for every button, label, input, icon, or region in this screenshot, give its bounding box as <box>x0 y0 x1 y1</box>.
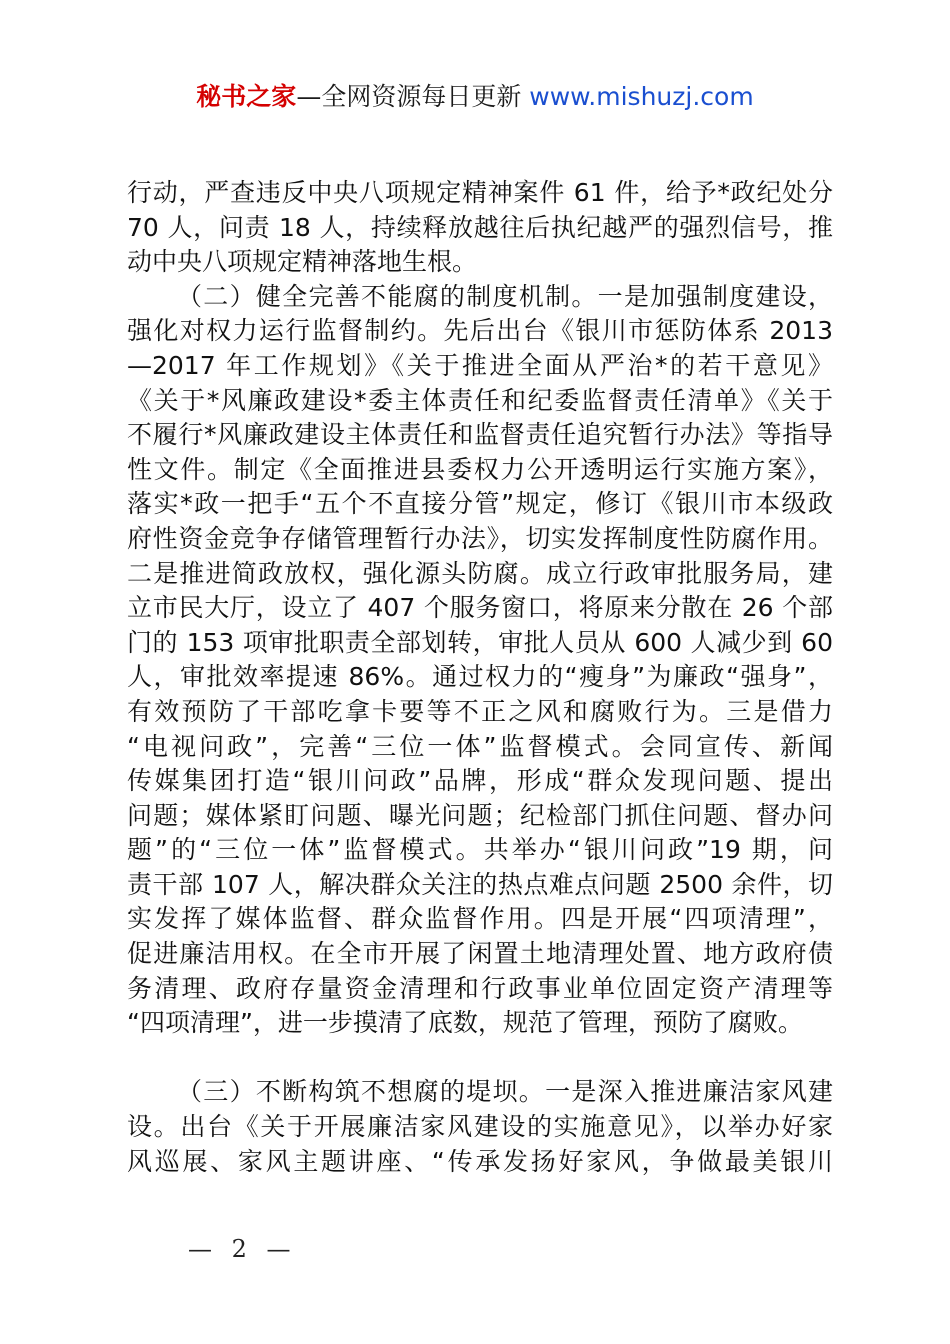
text-line: 70 人，问责 18 人，持续释放越往后执纪越严的强烈信号，推 <box>127 212 833 242</box>
text-line: 门的 153 项审批职责全部划转，审批人员从 600 人减少到 60 <box>127 627 833 657</box>
text-line: “四项清理”，进一步摸清了底数，规范了管理，预防了腐败。 <box>127 1008 803 1038</box>
text-line: 促进廉洁用权。在全市开展了闲置土地清理处置、地方政府债 <box>127 939 833 969</box>
text-line: 落实*政一把手“五个不直接分管”规定，修订《银川市本级政 <box>127 489 833 519</box>
text-line: 题”的“三位一体”监督模式。共举办“银川问政”19 期，问 <box>127 835 833 865</box>
text-line: 问题；媒体紧盯问题、曝光问题；纪检部门抓住问题、督办问 <box>127 800 833 830</box>
text-line: —2017 年工作规划》《关于推进全面从严治*的若干意见》 <box>127 350 833 380</box>
text-line: 动中央八项规定精神落地生根。 <box>127 247 478 277</box>
text-line: 府性资金竞争存储管理暂行办法》，切实发挥制度性防腐作用。 <box>127 523 833 553</box>
text-line: 务清理、政府存量资金清理和行政事业单位固定资产清理等 <box>127 973 833 1003</box>
text-line: 不履行*风廉政建设主体责任和监督责任追究暂行办法》等指导 <box>127 420 833 450</box>
site-tagline: —全网资源每日更新 <box>296 82 530 111</box>
site-brand: 秘书之家 <box>196 82 297 111</box>
text-line: 强化对权力运行监督制约。先后出台《银川市惩防体系 2013 <box>127 316 833 346</box>
text-line: 传媒集团打造“银川问政”品牌，形成“群众发现问题、提出 <box>127 766 833 796</box>
site-header <box>0 80 950 114</box>
text-line: 立市民大厅，设立了 407 个服务窗口，将原来分散在 26 个部 <box>127 593 833 623</box>
text-line: 有效预防了干部吃拿卡要等不正之风和腐败行为。三是借力 <box>127 696 833 726</box>
text-line: “电视问政”，完善“三位一体”监督模式。会同宣传、新闻 <box>127 731 833 761</box>
text-line: 实发挥了媒体监督、群众监督作用。四是开展“四项清理”， <box>127 904 833 934</box>
section-heading-line: （三）不断构筑不想腐的堤坝。一是深入推进廉洁家风建 <box>177 1077 833 1107</box>
section-heading-line: （二）健全完善不能腐的制度机制。一是加强制度建设， <box>177 281 833 311</box>
text-line: 性文件。制定《全面推进县委权力公开透明运行实施方案》， <box>127 454 833 484</box>
text-line: 责干部 107 人，解决群众关注的热点难点问题 2500 余件，切 <box>127 869 833 899</box>
text-line: 设。出台《关于开展廉洁家风建设的实施意见》，以举办好家 <box>127 1112 833 1142</box>
text-line: 人，审批效率提速 86%。通过权力的“瘦身”为廉政“强身”， <box>127 662 833 692</box>
paragraph-gap <box>127 1041 833 1076</box>
text-line: 《关于*风廉政建设*委主体责任和纪委监督责任清单》《关于 <box>127 385 833 415</box>
page-number: — 2 — <box>188 1235 297 1263</box>
text-line: 风巡展、家风主题讲座、“传承发扬好家风，争做最美银川 <box>127 1146 833 1176</box>
document-body <box>127 176 833 1179</box>
text-line: 行动，严查违反中央八项规定精神案件 61 件，给予*政纪处分 <box>127 178 833 207</box>
site-url[interactable]: www.mishuzj.com <box>529 82 754 111</box>
text-line: 二是推进简政放权，强化源头防腐。成立行政审批服务局，建 <box>127 558 833 588</box>
